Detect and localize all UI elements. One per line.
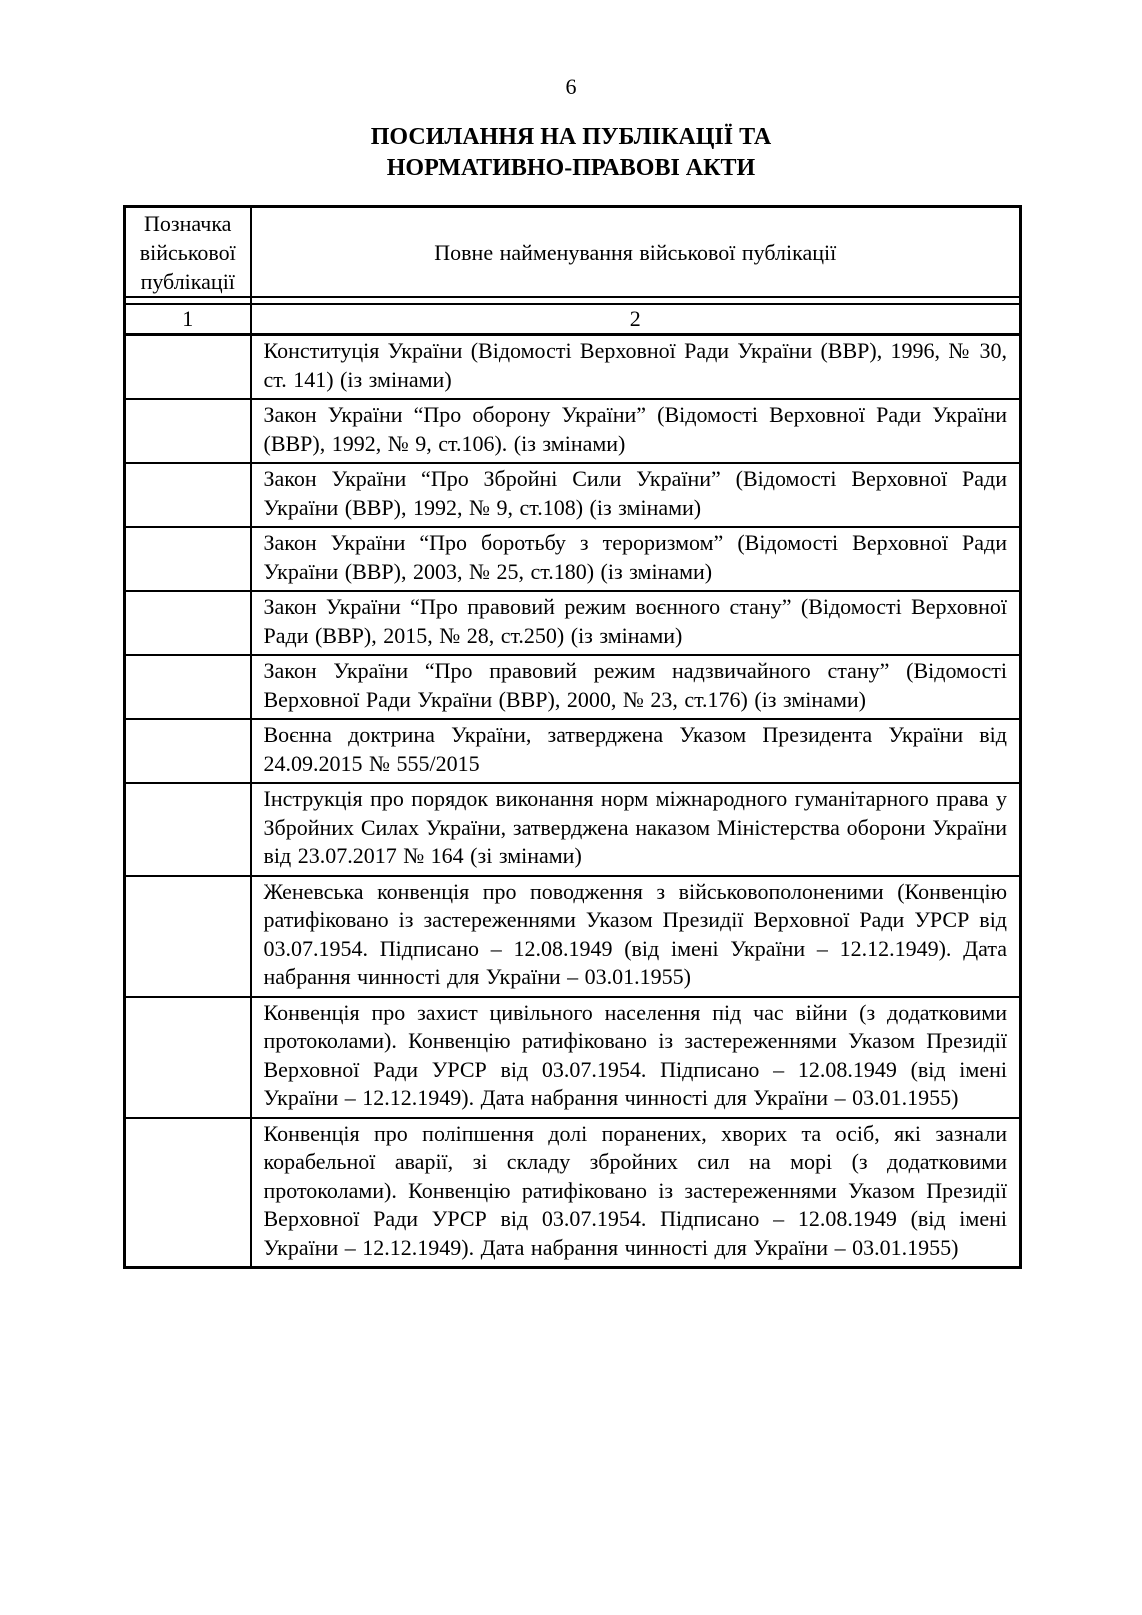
table-header-row bbox=[125, 207, 1021, 298]
publication-mark-cell bbox=[125, 335, 251, 400]
publication-name-cell: Закон України “Про оборону України” (Відомості Верховної Ради України (ВВР), 1992, № 9, ст.106). (із змінами) bbox=[251, 399, 1021, 463]
table-row bbox=[125, 335, 1021, 400]
table-row bbox=[125, 997, 1021, 1118]
publication-name-cell: Конвенція про поліпшення долі поранених, хворих та осіб, які зазнали корабельної аварії, зі складу збройних сил на морі (з додатковими протоколами). Конвенцію ратифіковано із застереженнями Указом Президії Верховної Ради УРСР від 03.07.1954. Підписано – 12.08.1949 (від імені України – 12.12.1949). Дата набрання чинності для України – 03.01.1955) bbox=[251, 1118, 1021, 1268]
publication-name-cell: Конвенція про захист цивільного населення під час війни (з додатковими протоколами). Конвенцію ратифіковано із застереженнями Указом Президії Верховної Ради УРСР від 03.07.1954. Підписано – 12.08.1949 (від імені України – 12.12.1949). Дата набрання чинності для України – 03.01.1955) bbox=[251, 997, 1021, 1118]
table-row bbox=[125, 719, 1021, 783]
publication-mark-cell bbox=[125, 399, 251, 463]
publication-mark-cell bbox=[125, 719, 251, 783]
header-divider-gap-cell bbox=[125, 297, 251, 304]
table-row bbox=[125, 783, 1021, 876]
publication-name-cell: Закон України “Про правовий режим надзвичайного стану” (Відомості Верховної Ради України (ВВР), 2000, № 23, ст.176) (із змінами) bbox=[251, 655, 1021, 719]
table-row bbox=[125, 1118, 1021, 1268]
column-numbering-row bbox=[125, 304, 1021, 335]
publication-name-cell: Інструкція про порядок виконання норм міжнародного гуманітарного права у Збройних Силах України, затверджена наказом Міністерства оборони України від 23.07.2017 № 164 (зі змінами) bbox=[251, 783, 1021, 876]
column-header-mark: Позначка військової публікації bbox=[125, 207, 251, 298]
table-row bbox=[125, 876, 1021, 997]
table-row bbox=[125, 399, 1021, 463]
publication-name-cell: Воєнна доктрина України, затверджена Указом Президента України від 24.09.2015 № 555/2015 bbox=[251, 719, 1021, 783]
publication-mark-cell bbox=[125, 655, 251, 719]
table-row bbox=[125, 463, 1021, 527]
publication-name-cell: Закон України “Про правовий режим воєнного стану” (Відомості Верховної Ради (ВВР), 2015, № 28, ст.250) (із змінами) bbox=[251, 591, 1021, 655]
table-row bbox=[125, 655, 1021, 719]
publication-mark-cell bbox=[125, 527, 251, 591]
table-row bbox=[125, 527, 1021, 591]
document-title-line-1: ПОСИЛАННЯ НА ПУБЛІКАЦІЇ ТА bbox=[370, 124, 772, 150]
publication-name-cell: Конституція України (Відомості Верховної Ради України (ВВР), 1996, № 30, ст. 141) (із змінами) bbox=[251, 335, 1021, 400]
publication-mark-cell bbox=[125, 997, 251, 1118]
publications-table bbox=[123, 205, 1022, 1269]
publication-mark-cell bbox=[125, 783, 251, 876]
publication-mark-cell bbox=[125, 876, 251, 997]
publication-name-cell: Закон України “Про боротьбу з тероризмом” (Відомості Верховної Ради України (ВВР), 2003, № 25, ст.180) (із змінами) bbox=[251, 527, 1021, 591]
header-divider-gap-cell bbox=[251, 297, 1021, 304]
column-number-1: 1 bbox=[125, 304, 251, 335]
column-header-full-name: Повне найменування військової публікації bbox=[251, 207, 1021, 298]
publication-name-cell: Женевська конвенція про поводження з військовополоненими (Конвенцію ратифіковано із застереженнями Указом Президії Верховної Ради УРСР від 03.07.1954. Підписано – 12.08.1949 (від імені України – 12.12.1949). Дата набрання чинності для України – 03.01.1955) bbox=[251, 876, 1021, 997]
column-number-2: 2 bbox=[251, 304, 1021, 335]
publication-mark-cell bbox=[125, 463, 251, 527]
document-title-line-2: НОРМАТИВНО-ПРАВОВІ АКТИ bbox=[386, 155, 756, 181]
publication-mark-cell bbox=[125, 1118, 251, 1268]
document-title bbox=[0, 122, 1142, 184]
page-number: 6 bbox=[565, 74, 577, 99]
header-divider-gap bbox=[125, 297, 1021, 304]
table-row bbox=[125, 591, 1021, 655]
publication-mark-cell bbox=[125, 591, 251, 655]
publication-name-cell: Закон України “Про Збройні Сили України” (Відомості Верховної Ради України (ВВР), 1992, № 9, ст.108) (із змінами) bbox=[251, 463, 1021, 527]
